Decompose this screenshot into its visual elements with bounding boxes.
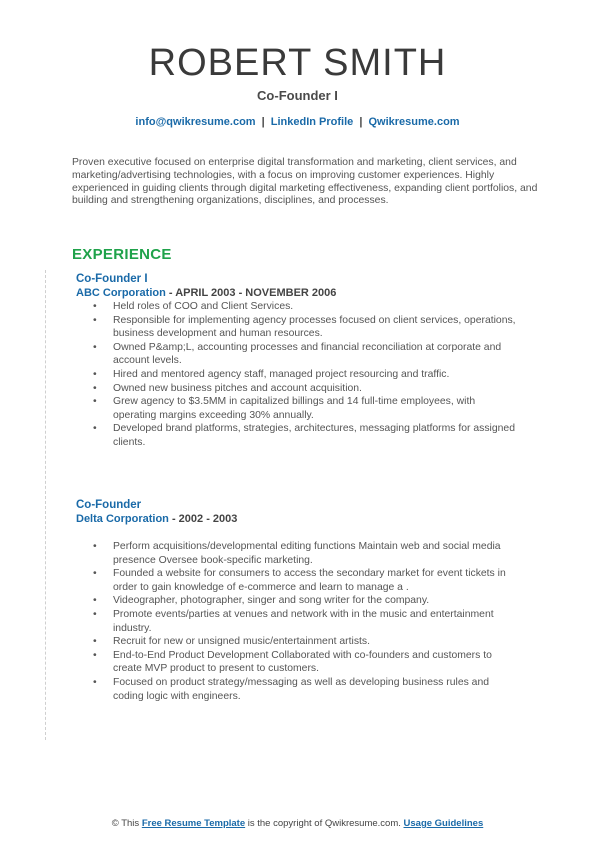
job-bullet: • Responsible for implementing agency processes focused on client services, operations, business development and human resources. bbox=[113, 314, 516, 341]
job-bullet: • Held roles of COO and Client Services. bbox=[113, 300, 516, 314]
job-bullet: • End-to-End Product Development Collaborated with co-founders and customers to create MVP product to present to customers. bbox=[113, 649, 516, 676]
contact-separator: | bbox=[261, 116, 265, 128]
job-bullet: • Promote events/parties at venues and network with in the music and entertainment industry. bbox=[113, 608, 516, 635]
job-bullet: • Hired and mentored agency staff, managed project resourcing and traffic. bbox=[113, 368, 516, 382]
free-resume-template-link[interactable]: Free Resume Template bbox=[141, 818, 246, 829]
job-bullet: • Focused on product strategy/messaging as well as developing business rules and coding logic with engineers. bbox=[113, 676, 516, 703]
job-company: ABC Corporation bbox=[76, 287, 166, 299]
job-role: Co-Founder I bbox=[76, 273, 148, 285]
job-meta bbox=[76, 286, 516, 300]
job-bullet: • Owned new business pitches and account acquisition. bbox=[113, 382, 516, 396]
email-link[interactable]: info@qwikresume.com bbox=[135, 116, 256, 128]
experience-heading: EXPERIENCE bbox=[72, 246, 172, 263]
linkedin-link[interactable]: LinkedIn Profile bbox=[270, 116, 354, 128]
job-role: Co-Founder bbox=[76, 499, 142, 511]
section-divider bbox=[45, 270, 46, 740]
usage-guidelines-link[interactable]: Usage Guidelines bbox=[403, 818, 484, 829]
candidate-title: Co-Founder I bbox=[257, 88, 338, 103]
website-link[interactable]: Qwikresume.com bbox=[368, 116, 460, 128]
copyright-footer bbox=[0, 818, 595, 829]
job-bullet: • Founded a website for consumers to access the secondary market for event tickets in order to gain knowledge of e-commerce and learn to manage a . bbox=[113, 567, 516, 594]
job-dates: - APRIL 2003 - NOVEMBER 2006 bbox=[165, 287, 337, 299]
job-company: Delta Corporation bbox=[76, 513, 169, 525]
footer-middle: is the copyright of Qwikresume.com. bbox=[245, 818, 404, 829]
job-bullets bbox=[76, 300, 516, 450]
professional-summary: Proven executive focused on enterprise digital transformation and marketing, client services, and marketing/advertising technologies, with a focus on improving customer experiences. Highly experienced in guiding clients through digital marketing effectiveness, expanding client portfolios, and building and strengthening organizations, disciplines, and processes. bbox=[72, 157, 538, 207]
job-entry bbox=[76, 498, 516, 703]
footer-prefix: © This bbox=[111, 818, 142, 829]
contact-line bbox=[0, 116, 595, 128]
job-bullet: • Grew agency to $3.5MM in capitalized billings and 14 full-time employees, with operating margins exceeding 30% annually. bbox=[113, 395, 516, 422]
job-meta bbox=[76, 512, 516, 526]
contact-separator: | bbox=[359, 116, 363, 128]
job-bullet: • Owned P&amp;L, accounting processes and financial reconciliation at corporate and account levels. bbox=[113, 341, 516, 368]
job-bullet: • Perform acquisitions/developmental editing functions Maintain web and social media presence Oversee book-specific marketing. bbox=[113, 540, 516, 567]
candidate-name: ROBERT SMITH bbox=[148, 42, 447, 84]
job-entry bbox=[76, 272, 516, 450]
job-bullets bbox=[76, 540, 516, 703]
job-bullet: • Developed brand platforms, strategies, architectures, messaging platforms for assigned clients. bbox=[113, 422, 516, 449]
job-dates: - 2002 - 2003 bbox=[168, 513, 238, 525]
job-bullet: • Videographer, photographer, singer and song writer for the company. bbox=[113, 594, 516, 608]
job-bullet: • Recruit for new or unsigned music/entertainment artists. bbox=[113, 635, 516, 649]
